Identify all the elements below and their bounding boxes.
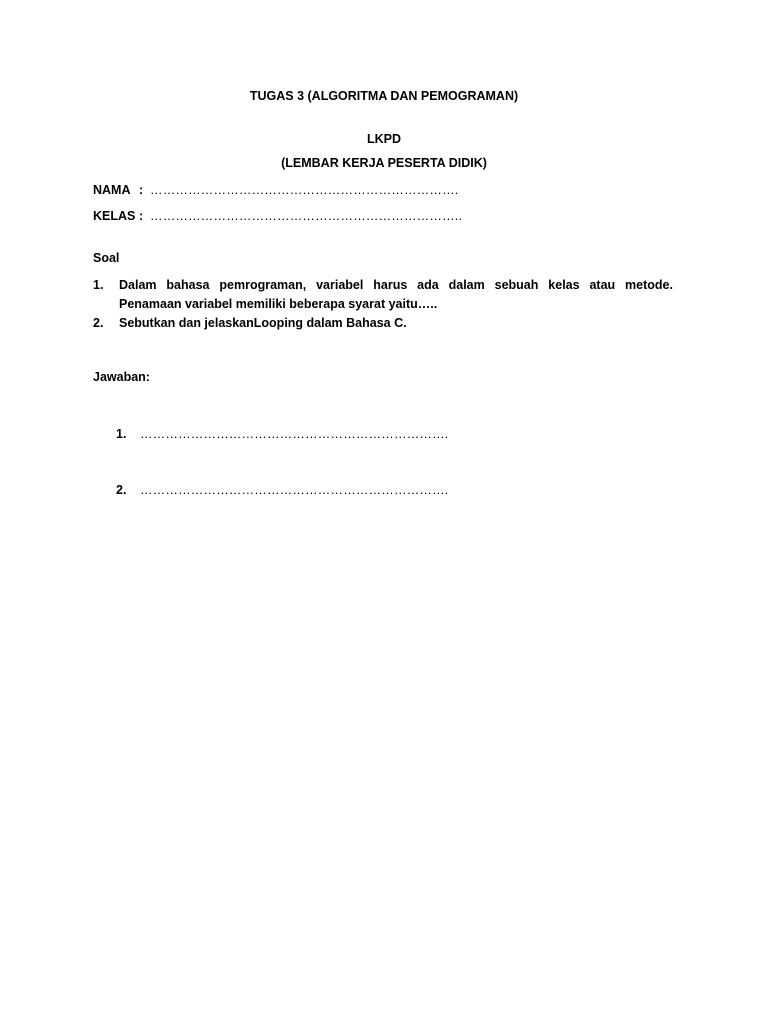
question-list bbox=[93, 276, 673, 333]
kelas-blank: ……………………………………………………………….. bbox=[150, 209, 463, 223]
question-item bbox=[93, 314, 673, 333]
answer-line bbox=[116, 427, 448, 441]
answer-number: 1. bbox=[116, 427, 127, 441]
document-title: TUGAS 3 (ALGORITMA DAN PEMOGRAMAN) bbox=[249, 89, 519, 103]
nama-row bbox=[93, 183, 458, 197]
document-subtitle-long: (LEMBAR KERJA PESERTA DIDIK) bbox=[281, 156, 487, 170]
answer-blank: ………………………………………………………………. bbox=[140, 427, 449, 441]
questions-heading: Soal bbox=[93, 251, 120, 265]
answers-heading: Jawaban: bbox=[93, 370, 150, 384]
answer-blank: ………………………………………………………………. bbox=[140, 483, 449, 497]
kelas-row bbox=[93, 209, 462, 223]
answer-line bbox=[116, 483, 448, 497]
kelas-label: KELAS bbox=[93, 209, 136, 223]
question-text: Sebutkan dan jelaskanLooping dalam Bahasa C. bbox=[119, 316, 407, 330]
nama-blank: ………………………………………………………………. bbox=[150, 183, 459, 197]
question-text: Dalam bahasa pemrograman, variabel harus ada dalam sebuah kelas atau metode. Penamaan variabel memiliki beberapa syarat yaitu….. bbox=[119, 278, 673, 311]
nama-colon: : bbox=[139, 183, 144, 197]
kelas-colon: : bbox=[139, 209, 144, 223]
question-number: 2. bbox=[93, 316, 104, 330]
nama-label: NAMA bbox=[93, 183, 131, 197]
answer-number: 2. bbox=[116, 483, 127, 497]
document-subtitle: LKPD bbox=[366, 132, 402, 146]
question-number: 1. bbox=[93, 278, 104, 292]
question-item bbox=[93, 276, 673, 314]
